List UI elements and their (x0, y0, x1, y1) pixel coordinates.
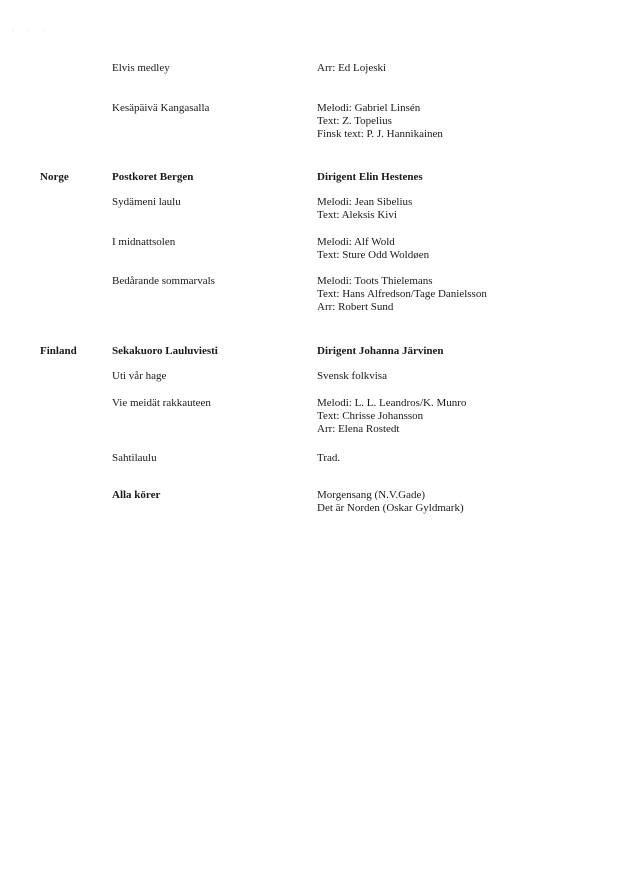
conductor (317, 345, 617, 358)
credit-line: Finsk text: P. J. Hannikainen (317, 128, 443, 140)
credit-line: Dirigent Johanna Järvinen (317, 345, 444, 357)
piece-credits (317, 370, 617, 383)
credit-line: Arr: Robert Sund (317, 301, 394, 313)
piece-title: Elvis medley (112, 62, 170, 74)
piece-credits (317, 236, 617, 262)
piece-title: Kesäpäivä Kangasalla (112, 102, 210, 114)
credit-line: Text: Aleksis Kivi (317, 209, 397, 221)
country-label: Finland (40, 345, 77, 357)
credit-line: Det är Norden (Oskar Gyldmark) (317, 502, 464, 514)
choir-name: Sekakuoro Lauluviesti (112, 345, 218, 357)
scan-artifact: · · · (12, 28, 51, 34)
credit-line: Morgensang (N.V.Gade) (317, 489, 426, 501)
credit-line: Melodi: Gabriel Linsén (317, 102, 421, 114)
credit-line: Text: Sture Odd Woldøen (317, 249, 430, 261)
credit-line: Melodi: Alf Wold (317, 236, 395, 248)
piece-title: Sydämeni laulu (112, 196, 181, 208)
piece-title: Alla körer (112, 489, 161, 501)
credit-line: Arr: Elena Rostedt (317, 423, 400, 435)
country-label: Norge (40, 171, 69, 183)
piece-title: Sahtilaulu (112, 452, 157, 464)
credit-line: Text: Hans Alfredson/Tage Danielsson (317, 288, 487, 300)
credit-line: Trad. (317, 452, 341, 464)
credit-line: Arr: Ed Lojeski (317, 62, 387, 74)
choir-name: Postkoret Bergen (112, 171, 194, 183)
piece-credits (317, 489, 617, 515)
credit-line: Dirigent Elin Hestenes (317, 171, 423, 183)
conductor (317, 171, 617, 184)
piece-credits (317, 452, 617, 465)
credit-line: Melodi: Toots Thielemans (317, 275, 433, 287)
piece-title: Uti vår hage (112, 370, 167, 382)
credit-line: Text: Chrisse Johansson (317, 410, 424, 422)
credit-line: Melodi: L. L. Leandros/K. Munro (317, 397, 467, 409)
piece-credits (317, 102, 617, 141)
piece-credits (317, 196, 617, 222)
credit-line: Svensk folkvisa (317, 370, 387, 382)
piece-credits (317, 62, 617, 75)
piece-title: Bedårande sommarvals (112, 275, 215, 287)
piece-title: Vie meidät rakkauteen (112, 397, 211, 409)
piece-credits (317, 397, 617, 436)
piece-credits (317, 275, 617, 314)
credit-line: Melodi: Jean Sibelius (317, 196, 413, 208)
credit-line: Text: Z. Topelius (317, 115, 392, 127)
piece-title: I midnattsolen (112, 236, 176, 248)
